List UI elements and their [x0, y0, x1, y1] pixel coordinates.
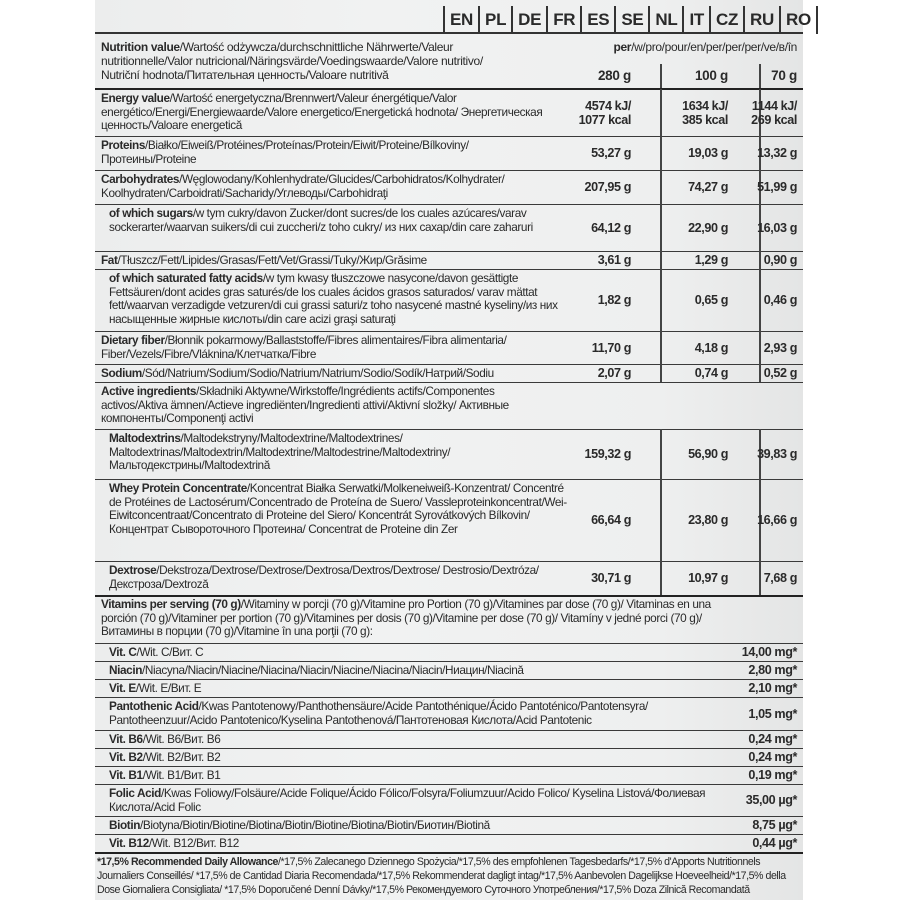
vitamin-row — [95, 766, 803, 785]
label-rest: /Dekstroza/Dextrose/Dextrose/Dextrosa/Dextros/Dextrose/ Destrosio/Dextróza/Декстроза/Dextroză — [109, 563, 539, 591]
row-label — [109, 787, 749, 814]
value-70g: 16,03 g — [757, 220, 797, 235]
label-rest: /Wit. C/Вит. C — [136, 645, 204, 659]
label-bold: Niacin — [109, 663, 143, 677]
nutrient-row — [95, 331, 803, 365]
vitamin-row — [95, 748, 803, 767]
vitamin-row — [95, 661, 803, 680]
label-rest: /Składniki Aktywne/Wirkstoffe/Ingrédients actifs/Componentes activos/Aktiva ämnen/Actieve ingrediënten/Ingredienti attivi/Aktivní složky/ Активные компоненты/Componenţi activi — [101, 384, 509, 426]
row-label — [109, 837, 749, 851]
vitamin-value: 0,44 µg* — [752, 836, 797, 850]
footnote — [97, 855, 797, 897]
label-bold: Vit. B12 — [109, 836, 149, 850]
active-ingredient-row — [95, 429, 803, 480]
label-rest: /Wit. B1/Вит. B1 — [142, 768, 221, 782]
column-divider — [660, 331, 662, 364]
col-70g: 70 g — [771, 68, 797, 83]
row-label — [101, 334, 561, 361]
column-divider — [660, 364, 662, 382]
label-rest: /Niacyna/Niacin/Niacine/Niacina/Niacin/Niacine/Niacina/Niacin/Ниацин/Niacină — [142, 663, 524, 677]
label-bold: of which saturated fatty acids — [109, 271, 263, 285]
lang-es: ES — [582, 6, 616, 34]
label-rest: /Wit. B12/Вит. B12 — [148, 836, 239, 850]
vitamin-row — [95, 679, 803, 698]
label-rest: /Wit. B6/Вит. B6 — [142, 732, 221, 746]
vitamin-value: 0,24 mg* — [748, 732, 797, 746]
vitamin-row — [95, 730, 803, 749]
table-header — [95, 34, 803, 90]
label-rest: /Maltodekstryny/Maltodextrine/Maltodextrines/ Maltodextrinas/Maltodextrin/Maltodextrine/Maltodestrine/Maltodextriny/ Мальтодекстрины/Maltodextrină — [109, 431, 451, 473]
vitamin-value: 0,19 mg* — [748, 768, 797, 782]
column-divider — [759, 331, 761, 364]
label-rest: /Wit. B2/Вит. B2 — [142, 750, 221, 764]
row-label — [109, 646, 749, 660]
column-divider — [660, 429, 662, 479]
label-rest: /Koncentrat Białka Serwatki/Molkeneiweiß-Konzentrat/ Concentré de Protéines de Lactosérum/Concentrado de Proteína de Suero/ Vassleproteinkoncentrat/Wei-Eiwitconcentraat/Concentrato di Proteine del Siero/ Koncentrát Syrovátkových Bílkovin/Концентрат Сывороточного Протеина/ Concentrat de Proteine din Zer — [109, 481, 567, 536]
nutrient-row — [95, 89, 803, 137]
label-bold: Active ingredients — [101, 384, 197, 398]
label-rest: /Tłuszcz/Fett/Lipides/Grasas/Fett/Vet/Grassi/Tuky/Жир/Grăsime — [117, 253, 427, 267]
lang-se: SE — [616, 6, 650, 34]
value-70g: 51,99 g — [757, 180, 797, 194]
active-ingredient-row — [95, 561, 803, 597]
value-100g: 74,27 g — [688, 180, 728, 194]
value-280g: 2,07 g — [597, 366, 631, 380]
lang-en: EN — [445, 6, 480, 34]
vitamin-value: 1,05 mg* — [748, 706, 797, 721]
value-280g: 4574 kJ/ 1077 kcal — [578, 98, 631, 127]
value-280g: 159,32 g — [584, 447, 631, 461]
value-70g: 7,68 g — [763, 571, 797, 585]
value-280g: 207,95 g — [584, 180, 631, 194]
label-bold: Pantothenic Acid — [109, 699, 199, 713]
label-rest: /Wartość energetyczna/Brennwert/Valeur énergétique/Valor energético/Energi/Energiewaarde/Valore energetico/Energetická hodnota/ Энергетическая ценность/Valoare energetică — [101, 91, 543, 133]
footnote-bold: *17,5% Recommended Daily Allowance — [97, 856, 278, 868]
title-bold: Nutrition value — [101, 40, 180, 54]
row-label — [109, 700, 749, 727]
vitamin-value: 8,75 µg* — [752, 818, 797, 832]
vitamin-value: 0,24 mg* — [748, 750, 797, 764]
row-label — [101, 254, 561, 268]
value-70g: 1144 kJ/ 269 kcal — [751, 98, 797, 127]
row-label — [109, 819, 749, 833]
footnote-rest: /*17,5% Zalecanego Dziennego Spożycia/*17,5% des empfohlenen Tagesbedarfs/*17,5% d'Apports Nutritionnels Journaliers Conseillés/ *17,5% de Cantidad Diaria Recomendada/*17,5% Rekommenderat dagligt intag/*17,5% Aanbevolen Dagelijkse Hoeveelheid/*17,5% della Dose Giornaliera Consigliata/ *17,5% Doporučené Denní Dávky/*17,5% Рекомендуемого Суточного Употребления/*17,5% Doza Zilnică Recomandată — [97, 856, 786, 896]
row-label — [101, 385, 561, 426]
row-label — [109, 751, 749, 765]
label-bold: Vit. B2 — [109, 750, 143, 764]
label-bold: of which sugars — [109, 206, 193, 220]
column-divider — [660, 561, 662, 595]
lang-pl: PL — [480, 6, 513, 34]
label-bold: Dextrose — [109, 563, 157, 577]
language-tabs — [443, 6, 818, 34]
vitamin-value: 2,80 mg* — [748, 663, 797, 677]
column-divider — [660, 136, 662, 170]
active-ingredients-header — [95, 382, 803, 430]
nutrient-row — [95, 204, 803, 252]
row-label — [101, 92, 561, 133]
label-bold: Sodium — [101, 366, 142, 380]
row-label — [109, 432, 569, 473]
lang-ro: RO — [781, 6, 818, 34]
row-label — [101, 173, 561, 200]
value-70g: 0,46 g — [763, 293, 797, 307]
column-divider — [759, 364, 761, 382]
label-rest: /Biotyna/Biotin/Biotine/Biotina/Biotin/Biotine/Biotina/Biotin/Биотин/Biotină — [140, 818, 490, 832]
label-bold: Whey Protein Concentrate — [109, 481, 247, 495]
value-100g: 23,80 g — [688, 513, 728, 527]
label-bold: Dietary fiber — [101, 333, 165, 347]
column-divider — [759, 251, 761, 269]
value-100g: 22,90 g — [688, 220, 728, 235]
title-rest: /Wartość odżywcza/durchschnittliche Nährwerte/Valeur nutritionnelle/Valor nutricional/Näringsvärde/Voedingswaarde/Valore nutritivo/ Nutriční hodnota/Питательная ценность/Valoare nutritivă — [101, 40, 483, 82]
label-rest: /Kwas Pantotenowy/Panthothensäure/Acide Pantothénique/Ácido Pantoténico/Pantotensyra/ Pantotheenzuur/Acido Pantotenico/Kyselina Pantothenová/Пантотеновая Кислота/Acid Pantotenic — [109, 699, 648, 727]
label-bold: Vit. E — [109, 681, 136, 695]
label-rest: /Węglowodany/Kohlenhydrate/Glucides/Carbohidratos/Kolhydrater/ Koolhydraten/Carboidrati/Sacharidy/Углеводы/Carbohidraţi — [101, 172, 505, 200]
label-bold: Biotin — [109, 818, 141, 832]
vitamin-row — [95, 834, 803, 854]
column-divider — [759, 561, 761, 595]
column-divider — [759, 269, 761, 331]
label-rest: /w tym kwasy tłuszczowe nasycone/davon gesättigte Fettsäuren/dont acides gras saturés/de los cuales ácidos grasos saturados/ varav mättat fett/waarvan verzadigde vetzuren/di cui grassi saturi/z toho nasycené mastné kyseliny/из них насыщенные жирные кислоты/din care acizi graşi saturaţi — [109, 271, 558, 326]
vitamin-row — [95, 784, 803, 817]
column-divider — [660, 64, 662, 88]
lang-cz: CZ — [711, 6, 745, 34]
column-divider — [660, 89, 662, 136]
column-divider — [660, 479, 662, 561]
value-100g: 1634 kJ/ 385 kcal — [682, 98, 728, 127]
value-280g: 11,70 g — [591, 340, 631, 355]
value-70g: 0,90 g — [763, 253, 797, 267]
nutrient-row — [95, 364, 803, 383]
label-rest: /Kwas Foliowy/Folsäure/Acide Folique/Ácido Fólico/Folsyra/Foliumzuur/Acido Folico/ Kyselina Listová/Фолиевая Кислота/Acid Folic — [109, 786, 706, 814]
label-bold: Proteins — [101, 138, 145, 152]
value-70g: 2,93 g — [763, 340, 797, 355]
nutrient-row — [95, 136, 803, 171]
row-label — [109, 733, 749, 747]
row-label — [101, 139, 561, 166]
row-label — [101, 598, 741, 639]
lang-ru: RU — [745, 6, 781, 34]
label-rest: /Błonnik pokarmowy/Ballaststoffe/Fibres alimentaires/Fibra alimentaria/ Fiber/Vezels/Fibre/Vláknina/Клетчатка/Fibre — [101, 333, 507, 361]
value-70g: 13,32 g — [757, 146, 797, 160]
label-bold: Maltodextrins — [109, 431, 181, 445]
nutrient-row — [95, 251, 803, 270]
vitamin-row — [95, 697, 803, 731]
value-280g: 64,12 g — [591, 220, 631, 235]
value-100g: 4,18 g — [694, 340, 728, 355]
row-label — [109, 769, 749, 783]
label-bold: Vitamins per serving (70 g) — [101, 597, 241, 611]
value-100g: 56,90 g — [688, 447, 728, 461]
per-rest: /w/pro/pour/en/per/per/per/ve/в/în — [631, 40, 797, 54]
row-label — [109, 564, 569, 591]
per-label — [613, 40, 797, 54]
lang-it: IT — [684, 6, 711, 34]
nutrient-row — [95, 269, 803, 332]
label-bold: Vit. B1 — [109, 768, 143, 782]
label-rest: /Wit. E/Вит. E — [135, 681, 202, 695]
column-divider — [660, 251, 662, 269]
label-bold: Folic Acid — [109, 786, 161, 800]
label-rest: /Witaminy w porcji (70 g)/Vitamine pro Portion (70 g)/Vitamines par dose (70 g)/ Vitaminas en una porción (70 g)/Vitaminer per portion (70 g)/Vitamines per dosis (70 g)/Vitamine per dose (70 g)/ Vitamíny v jedné porci (70 g)/Витамины в порции (70 g)/Vitamine în una porţii (70 g): — [101, 597, 711, 639]
label-bold: Vit. C — [109, 645, 137, 659]
lang-de: DE — [513, 6, 548, 34]
column-divider — [660, 170, 662, 204]
column-divider — [660, 204, 662, 251]
vitamin-value: 35,00 µg* — [745, 793, 797, 807]
nutrition-title — [101, 40, 521, 82]
vitamin-row — [95, 643, 803, 662]
row-label — [101, 367, 561, 381]
vitamin-value: 2,10 mg* — [748, 681, 797, 695]
col-100g: 100 g — [694, 68, 728, 83]
value-280g: 30,71 g — [591, 571, 631, 585]
nutrient-row — [95, 170, 803, 205]
row-label — [109, 207, 569, 234]
column-divider — [660, 269, 662, 331]
label-bold: Carbohydrates — [101, 172, 180, 186]
value-100g: 19,03 g — [688, 146, 728, 160]
label-rest: /Białko/Eiweiß/Protéines/Proteínas/Protein/Eiwit/Proteine/Bílkoviny/ Протеины/Proteine — [101, 138, 469, 166]
column-divider — [759, 64, 761, 88]
value-280g: 53,27 g — [591, 146, 631, 160]
value-100g: 0,65 g — [694, 293, 728, 307]
row-label — [109, 272, 569, 326]
label-bold: Fat — [101, 253, 118, 267]
row-label — [109, 664, 749, 678]
value-100g: 1,29 g — [694, 253, 728, 267]
value-100g: 10,97 g — [688, 571, 728, 585]
vitamin-value: 14,00 mg* — [741, 645, 797, 659]
label-rest: /Sód/Natrium/Sodium/Sodio/Natrium/Natrium/Sodio/Sodík/Натрий/Sodiu — [141, 366, 494, 380]
value-70g: 0,52 g — [763, 366, 797, 380]
active-ingredient-row — [95, 479, 803, 562]
value-70g: 16,66 g — [757, 513, 797, 527]
value-280g: 66,64 g — [591, 513, 631, 527]
label-bold: Vit. B6 — [109, 732, 143, 746]
vitamin-row — [95, 816, 803, 835]
vitamins-header — [95, 595, 803, 644]
label-bold: Energy value — [101, 91, 170, 105]
per-bold: per — [613, 40, 632, 54]
lang-nl: NL — [650, 6, 684, 34]
value-280g: 3,61 g — [597, 253, 631, 267]
value-70g: 39,83 g — [757, 447, 797, 461]
row-label — [109, 682, 749, 696]
value-280g: 1,82 g — [597, 293, 631, 307]
label-rest: /w tym cukry/davon Zucker/dont sucres/de los cuales azúcares/varav sockerarter/waarvan suikers/di cui zuccheri/z toho cukry/ из них сахар/din care zaharuri — [109, 206, 533, 234]
lang-fr: FR — [548, 6, 582, 34]
value-100g: 0,74 g — [694, 366, 728, 380]
col-280g: 280 g — [597, 68, 631, 83]
row-label — [109, 482, 569, 536]
